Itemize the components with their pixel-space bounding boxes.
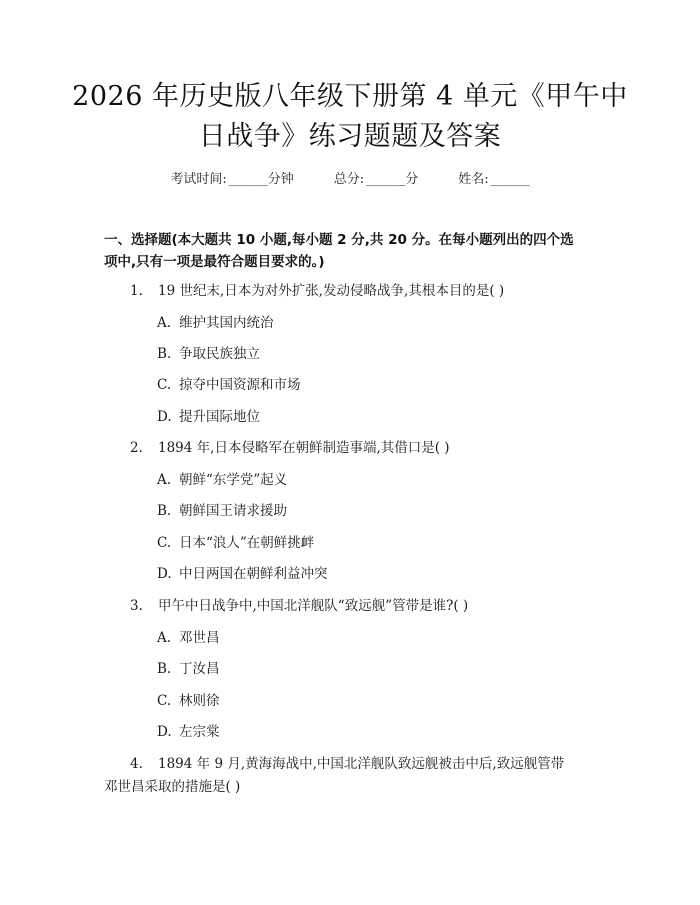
question-3-option-d — [157, 721, 220, 743]
question-1-option-a — [157, 312, 274, 334]
section-heading-line-2: 项中,只有一项是最符合题目要求的。) — [104, 254, 325, 270]
question-2 — [130, 437, 630, 459]
option-text: 维护其国内统治 — [179, 315, 274, 331]
option-letter: D. — [157, 409, 172, 425]
option-text: 掠夺中国资源和市场 — [179, 377, 301, 393]
option-text: 争取民族独立 — [179, 346, 260, 362]
option-letter: A. — [157, 472, 172, 488]
student-name-blank: ______ — [490, 172, 530, 187]
document-title-line-1: 2026 年历史版八年级下册第 4 单元《甲午中 — [72, 81, 628, 112]
question-text: 19 世纪末,日本为对外扩张,发动侵略战争,其根本目的是( ) — [158, 283, 505, 299]
question-1-option-c — [157, 374, 301, 396]
total-score-label: 总分: — [333, 172, 365, 187]
option-text: 提升国际地位 — [179, 409, 260, 425]
exam-time-unit: 分钟 — [267, 172, 294, 187]
question-number: 2. — [130, 440, 143, 456]
question-2-option-d — [157, 563, 328, 585]
option-letter: B. — [157, 661, 172, 677]
question-3 — [130, 595, 630, 617]
question-1-option-b — [157, 343, 260, 365]
section-heading-line-1: 一、选择题(本大题共 10 小题,每小题 2 分,共 20 分。在每小题列出的四个选 — [104, 232, 574, 248]
option-letter: C. — [157, 377, 172, 393]
question-4 — [130, 753, 650, 775]
question-1-option-d — [157, 406, 260, 428]
exam-info-bar — [0, 168, 700, 187]
question-4-continuation — [104, 776, 644, 798]
option-text: 林则徐 — [179, 693, 220, 709]
exam-time-field — [170, 168, 293, 187]
question-text-line-2: 邓世昌采取的措施是( ) — [104, 779, 241, 795]
total-score-unit: 分 — [405, 172, 419, 187]
exam-time-blank: ______ — [228, 172, 268, 187]
option-letter: A. — [157, 315, 172, 331]
option-letter: B. — [157, 346, 172, 362]
question-text: 1894 年,日本侵略军在朝鲜制造事端,其借口是( ) — [158, 440, 450, 456]
option-text: 日本“浪人”在朝鲜挑衅 — [179, 535, 315, 551]
option-text: 中日两国在朝鲜利益冲突 — [179, 566, 328, 582]
option-letter: C. — [157, 535, 172, 551]
question-3-option-b — [157, 658, 220, 680]
question-text-line-1: 1894 年 9 月,黄海海战中,中国北洋舰队致远舰被击中后,致远舰管带 — [158, 756, 565, 772]
option-text: 朝鲜“东学党”起义 — [179, 472, 288, 488]
option-letter: D. — [157, 724, 172, 740]
student-name-field — [458, 168, 529, 187]
exam-time-label: 考试时间: — [170, 172, 227, 187]
question-2-option-b — [157, 500, 287, 522]
option-letter: A. — [157, 630, 172, 646]
question-number: 1. — [130, 283, 143, 299]
student-name-label: 姓名: — [458, 172, 489, 187]
question-2-option-a — [157, 469, 287, 491]
document-title-line-2: 日战争》练习题题及答案 — [198, 121, 502, 152]
option-letter: B. — [157, 503, 172, 519]
option-text: 朝鲜国王请求援助 — [179, 503, 287, 519]
total-score-blank: ______ — [366, 172, 406, 187]
question-number: 3. — [130, 598, 143, 614]
question-3-option-a — [157, 627, 220, 649]
section-heading — [104, 229, 624, 273]
option-text: 左宗棠 — [179, 724, 220, 740]
option-text: 邓世昌 — [179, 630, 220, 646]
option-letter: C. — [157, 693, 172, 709]
option-letter: D. — [157, 566, 172, 582]
question-2-option-c — [157, 532, 314, 554]
total-score-field — [334, 168, 418, 187]
question-number: 4. — [130, 756, 143, 772]
question-1 — [130, 280, 630, 302]
option-text: 丁汝昌 — [179, 661, 220, 677]
question-text: 甲午中日战争中,中国北洋舰队“致远舰”管带是谁?( ) — [158, 598, 469, 614]
question-3-option-c — [157, 690, 220, 712]
